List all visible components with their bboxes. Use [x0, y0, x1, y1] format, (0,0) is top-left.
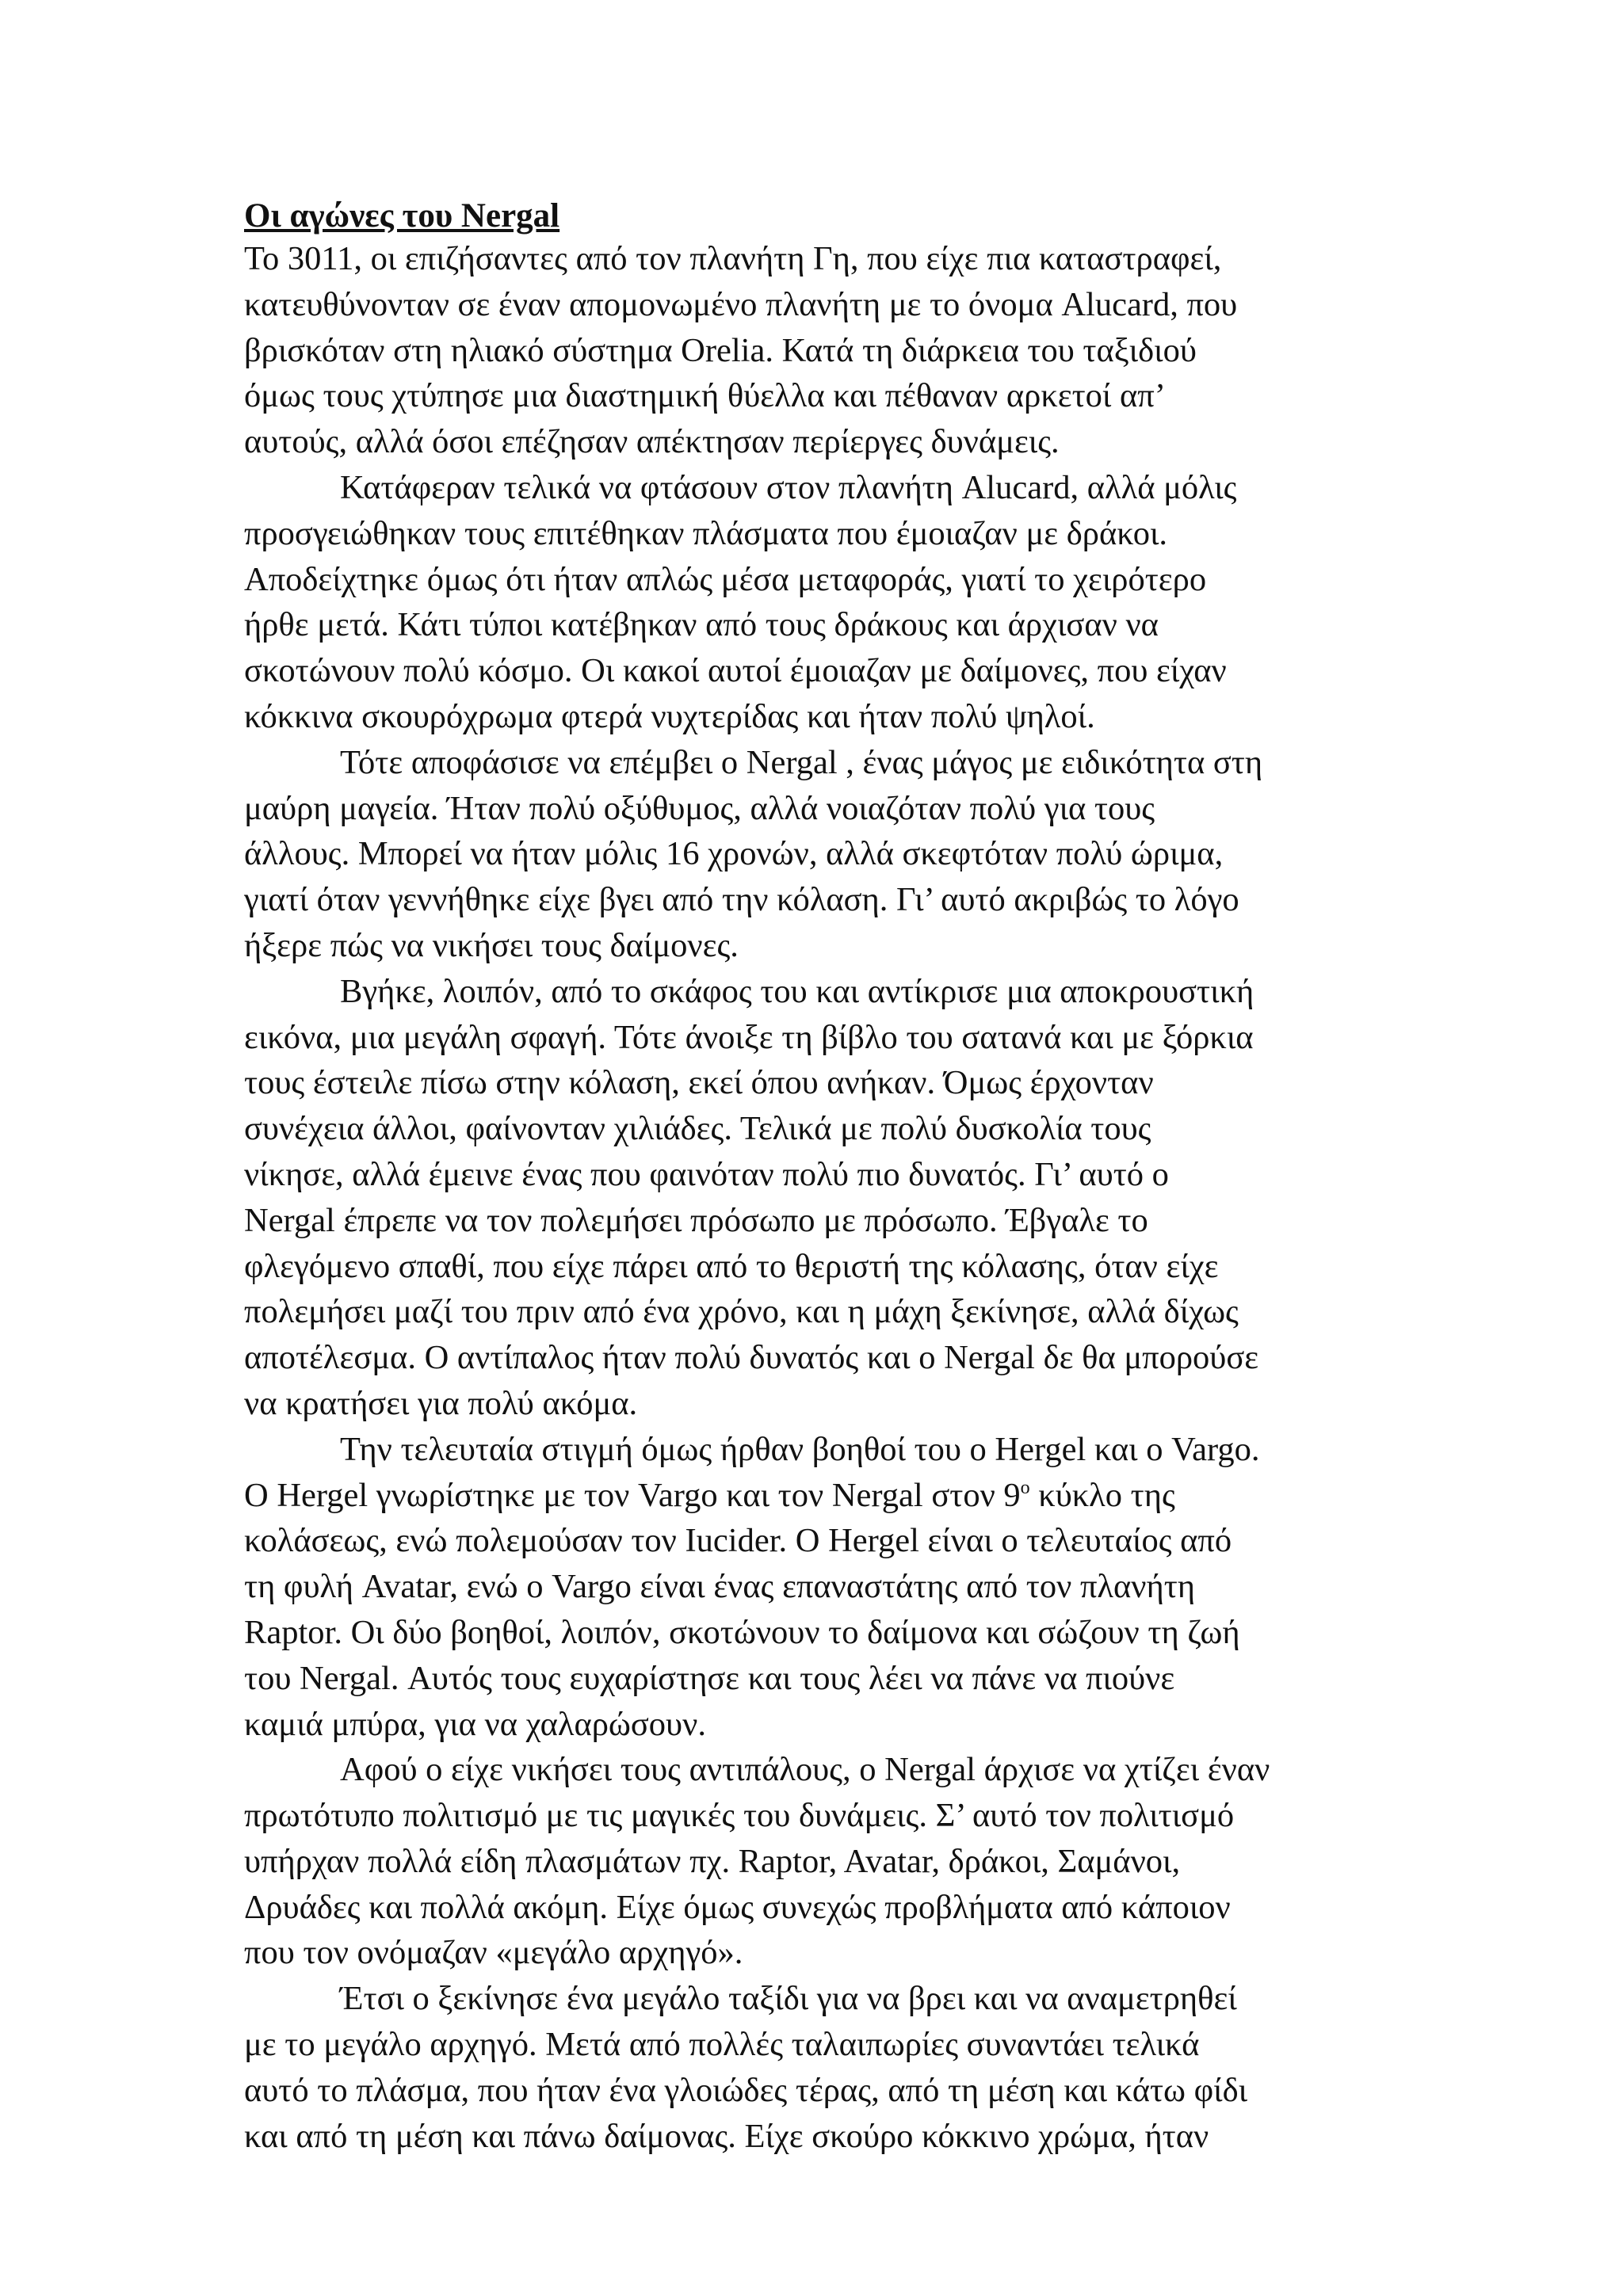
text-line: κολάσεως, ενώ πολεμούσαν τον Iucider. Ο Hergel είναι ο τελευταίος από	[244, 1522, 1232, 1560]
text-line: γιατί όταν γεννήθηκε είχε βγει από την κόλαση. Γι’ αυτό ακριβώς το λόγο	[244, 881, 1239, 919]
text-line: κόκκινα σκουρόχρωμα φτερά νυχτερίδας και ήταν πολύ ψηλοί.	[244, 697, 1095, 735]
text-line: πρωτότυπο πολιτισμό με τις μαγικές του δυνάμεις. Σ’ αυτό τον πολιτισμό	[244, 1797, 1235, 1835]
text-line: καμιά μπύρα, για να χαλαρώσουν.	[244, 1705, 706, 1743]
text-line: Raptor. Οι δύο βοηθοί, λοιπόν, σκοτώνουν το δαίμονα και σώζουν τη ζωή	[244, 1613, 1240, 1651]
text-line: προσγειώθηκαν τους επιτέθηκαν πλάσματα που έμοιαζαν με δράκοι.	[244, 514, 1168, 552]
text-line: του Nergal. Αυτός τους ευχαρίστησε και τους λέει να πάνε να πιούνε	[244, 1659, 1175, 1697]
text-line: συνέχεια άλλοι, φαίνονταν χιλιάδες. Τελικά με πολύ δυσκολία τους	[244, 1110, 1151, 1148]
paragraph-start-line: Αφού ο είχε νικήσει τους αντιπάλους, ο Nergal άρχισε να χτίζει έναν	[340, 1751, 1270, 1789]
text-line: μαύρη μαγεία. Ήταν πολύ οξύθυμος, αλλά νοιαζόταν πολύ για τους	[244, 789, 1155, 827]
text-line: Δρυάδες και πολλά ακόμη. Είχε όμως συνεχώς προβλήματα από κάποιον	[244, 1888, 1231, 1926]
text-line: ήξερε πώς να νικήσει τους δαίμονες.	[244, 926, 739, 964]
document-title: Οι αγώνες του Nergal	[244, 197, 560, 235]
text-line: υπήρχαν πολλά είδη πλασμάτων πχ. Raptor, Avatar, δράκοι, Σαμάνοι,	[244, 1842, 1181, 1880]
story-text	[244, 236, 1425, 2159]
text-line: βρισκόταν στη ηλιακό σύστημα Orelia. Κατά τη διάρκεια του ταξιδιού	[244, 331, 1197, 369]
text-line: αυτούς, αλλά όσοι επέζησαν απέκτησαν περίεργες δυνάμεις.	[244, 423, 1060, 461]
text-line: νίκησε, αλλά έμεινε ένας που φαινόταν πολύ πιο δυνατός. Γι’ αυτό ο	[244, 1155, 1169, 1193]
paragraph-start-line: Βγήκε, λοιπόν, από το σκάφος του και αντίκρισε μια αποκρουστική	[340, 972, 1254, 1010]
text-line: φλεγόμενο σπαθί, που είχε πάρει από το θεριστή της κόλασης, όταν είχε	[244, 1247, 1219, 1285]
paragraph-start-line: Κατάφεραν τελικά να φτάσουν στον πλανήτη Alucard, αλλά μόλις	[340, 468, 1237, 506]
text-line: Nergal έπρεπε να τον πολεμήσει πρόσωπο με πρόσωπο. Έβγαλε το	[244, 1201, 1148, 1239]
text-line: τους έστειλε πίσω στην κόλαση, εκεί όπου ανήκαν. Όμως έρχονταν	[244, 1064, 1154, 1102]
ordinal-superscript: ο	[1020, 1477, 1030, 1498]
document-body	[244, 196, 1425, 2159]
text-line	[244, 1473, 1425, 1519]
text-line: να κρατήσει για πολύ ακόμα.	[244, 1384, 638, 1422]
text-line: Αποδείχτηκε όμως ότι ήταν απλώς μέσα μεταφοράς, γιατί το χειρότερο	[244, 560, 1207, 598]
text-segment: Ο Hergel γνωρίστηκε με τον Vargo και τον Nergal στον 9	[244, 1476, 1021, 1514]
text-line: Το 3011, οι επιζήσαντες από τον πλανήτη Γη, που είχε πια καταστραφεί,	[244, 240, 1222, 277]
text-line: αυτό το πλάσμα, που ήταν ένα γλοιώδες τέρας, από τη μέση και κάτω φίδι	[244, 2071, 1248, 2109]
text-line: εικόνα, μια μεγάλη σφαγή. Τότε άνοιξε τη βίβλο του σατανά και με ξόρκια	[244, 1018, 1254, 1056]
text-line: κατευθύνονταν σε έναν απομονωμένο πλανήτη με το όνομα Alucard, που	[244, 285, 1238, 323]
text-line: όμως τους χτύπησε μια διαστημική θύελλα και πέθαναν αρκετοί απ’	[244, 377, 1166, 415]
text-line: και από τη μέση και πάνω δαίμονας. Είχε σκούρο κόκκινο χρώμα, ήταν	[244, 2117, 1209, 2155]
text-line: αποτέλεσμα. Ο αντίπαλος ήταν πολύ δυνατός και ο Nergal δε θα μπορούσε	[244, 1339, 1259, 1377]
paragraph-start-line: Έτσι ο ξεκίνησε ένα μεγάλο ταξίδι για να βρει και να αναμετρηθεί	[340, 1980, 1237, 2018]
text-line: πολεμήσει μαζί του πριν από ένα χρόνο, και η μάχη ξεκίνησε, αλλά δίχως	[244, 1293, 1239, 1331]
text-line: που τον ονόμαζαν «μεγάλο αρχηγό».	[244, 1934, 743, 1972]
text-line: ήρθε μετά. Κάτι τύποι κατέβηκαν από τους δράκους και άρχισαν να	[244, 606, 1159, 644]
text-line: άλλους. Μπορεί να ήταν μόλις 16 χρονών, αλλά σκεφτόταν πολύ ώριμα,	[244, 835, 1224, 873]
paragraph-start-line: Τότε αποφάσισε να επέμβει ο Nergal , ένας μάγος με ειδικότητα στη	[340, 743, 1263, 781]
text-line: με το μεγάλο αρχηγό. Μετά από πολλές ταλαιπωρίες συναντάει τελικά	[244, 2026, 1200, 2064]
paragraph-start-line: Την τελευταία στιγμή όμως ήρθαν βοηθοί του ο Hergel και ο Vargo.	[340, 1430, 1260, 1468]
text-segment: κύκλο της	[1029, 1476, 1175, 1514]
text-line: τη φυλή Avatar, ενώ ο Vargo είναι ένας επαναστάτης από τον πλανήτη	[244, 1568, 1196, 1606]
text-line: σκοτώνουν πολύ κόσμο. Οι κακοί αυτοί έμοιαζαν με δαίμονες, που είχαν	[244, 652, 1227, 690]
